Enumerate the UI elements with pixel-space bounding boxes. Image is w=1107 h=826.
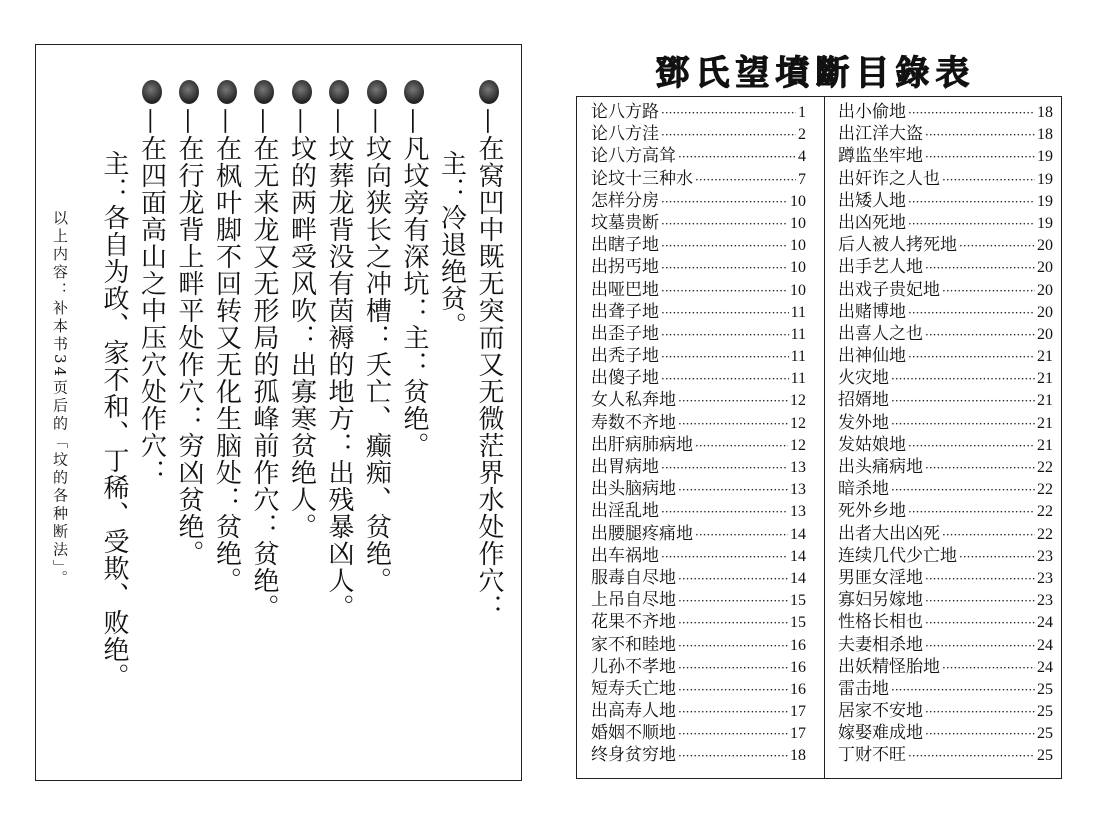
toc-entry-title: 寿数不齐地 <box>591 412 676 433</box>
toc-entry <box>838 634 1053 656</box>
toc-entry-title: 短寿夭亡地 <box>591 678 676 699</box>
side-note: 以上内容：补本书34页后的「坟的各种断法」。 <box>51 210 69 588</box>
toc-entry-page: 12 <box>790 392 806 410</box>
toc-entry-page: 10 <box>790 259 806 277</box>
toc-entry <box>838 434 1053 456</box>
toc-entry-title: 坟墓贵断 <box>591 212 659 233</box>
bullet-dot-icon <box>329 80 349 104</box>
toc-entry <box>591 301 806 323</box>
toc-entry <box>838 412 1053 434</box>
toc-entry <box>591 168 806 190</box>
toc-entry-page: 21 <box>1037 414 1053 432</box>
toc-entry <box>591 722 806 744</box>
toc-entry-page: 16 <box>790 680 806 698</box>
toc-entry-title: 出矮人地 <box>838 190 906 211</box>
toc-leader-dots <box>678 479 788 501</box>
toc-leader-dots <box>695 524 788 546</box>
text-column <box>360 80 394 594</box>
toc-entry-page: 25 <box>1037 725 1053 743</box>
toc-leader-dots <box>908 102 1035 124</box>
toc-entry <box>838 478 1053 500</box>
column-text: —凡坟旁有深坑：主：贫绝。 <box>399 108 429 459</box>
toc-entry <box>838 611 1053 633</box>
toc-leader-dots <box>661 457 788 479</box>
toc-entry-title: 出拐丐地 <box>591 257 659 278</box>
toc-entry <box>591 744 806 766</box>
column-text: —坟葬龙背没有茵褥的地方：出残暴凶人。 <box>324 108 354 621</box>
toc-entry <box>591 700 806 722</box>
toc-leader-dots <box>661 302 789 324</box>
toc-leader-dots <box>661 546 788 568</box>
toc-leader-dots <box>661 501 788 523</box>
toc-entry <box>838 656 1053 678</box>
toc-entry-page: 12 <box>790 414 806 432</box>
toc-entry-page: 22 <box>1037 503 1053 521</box>
toc-entry-title: 发外地 <box>838 412 889 433</box>
toc-leader-dots <box>678 701 788 723</box>
toc-entry-title: 后人被人拷死地 <box>838 235 957 256</box>
toc-entry <box>591 389 806 411</box>
toc-entry-page: 24 <box>1037 658 1053 676</box>
toc-entry-title: 出江洋大盗 <box>838 124 923 145</box>
toc-entry-page: 21 <box>1037 392 1053 410</box>
toc-entry-title: 蹲监坐牢地 <box>838 146 923 167</box>
column-text: —在无来龙又无形局的孤峰前作穴：贫绝。 <box>249 108 279 621</box>
toc-entry <box>591 523 806 545</box>
toc-entry-page: 21 <box>1037 370 1053 388</box>
toc-leader-dots <box>678 612 788 634</box>
toc-entry-page: 10 <box>790 214 806 232</box>
text-column <box>97 150 131 690</box>
toc-leader-dots <box>959 235 1035 257</box>
toc-entry-title: 夫妻相杀地 <box>838 634 923 655</box>
column-text: —在窝凹中既无突而又无微茫界水处作穴： <box>474 108 504 621</box>
toc-left-column <box>591 101 806 767</box>
bullet-dot-icon <box>217 80 237 104</box>
toc-entry-page: 20 <box>1037 325 1053 343</box>
toc-entry <box>838 545 1053 567</box>
toc-entry <box>591 145 806 167</box>
text-column <box>435 150 469 339</box>
bullet-dot-icon <box>367 80 387 104</box>
toc-entry <box>838 301 1053 323</box>
toc-entry-title: 嫁娶难成地 <box>838 723 923 744</box>
toc-entry <box>838 500 1053 522</box>
toc-leader-dots <box>678 390 788 412</box>
toc-entry-page: 10 <box>790 237 806 255</box>
toc-entry <box>591 345 806 367</box>
toc-leader-dots <box>678 413 788 435</box>
toc-entry-page: 19 <box>1037 214 1053 232</box>
toc-entry <box>591 589 806 611</box>
toc-entry <box>591 656 806 678</box>
column-text: —坟的两畔受风吹：出寡寒贫绝人。 <box>286 108 317 540</box>
toc-entry-title: 男匪女淫地 <box>838 567 923 588</box>
toc-leader-dots <box>925 590 1035 612</box>
toc-leader-dots <box>925 568 1035 590</box>
toc-leader-dots <box>891 368 1035 390</box>
toc-entry-page: 22 <box>1037 459 1053 476</box>
bullet-dot-icon <box>479 80 499 104</box>
toc-leader-dots <box>661 368 789 390</box>
toc-leader-dots <box>908 302 1035 324</box>
toc-entry-title: 出赌博地 <box>838 301 906 322</box>
toc-entry-page: 19 <box>1037 192 1053 210</box>
toc-entry-page: 4 <box>798 148 806 166</box>
toc-entry-title: 出车祸地 <box>591 545 659 566</box>
text-column <box>472 80 506 621</box>
toc-leader-dots <box>925 146 1035 168</box>
toc-right-column <box>838 101 1053 767</box>
toc-leader-dots <box>908 745 1035 767</box>
toc-entry-page: 20 <box>1037 259 1053 277</box>
toc-entry-title: 怎样分房 <box>591 190 659 211</box>
toc-leader-dots <box>908 346 1035 368</box>
toc-entry-page: 23 <box>1037 547 1053 565</box>
toc-entry <box>591 123 806 145</box>
toc-entry <box>838 145 1053 167</box>
toc-entry <box>591 678 806 700</box>
toc-leader-dots <box>925 701 1035 723</box>
toc-leader-dots <box>661 191 788 213</box>
toc-entry-page: 20 <box>1037 303 1053 321</box>
toc-entry-page: 19 <box>1037 148 1053 166</box>
toc-entry-title: 出奸诈之人也 <box>838 168 940 189</box>
toc-entry-title: 上吊自尽地 <box>591 590 676 611</box>
toc-leader-dots <box>925 457 1035 479</box>
toc-entry-page: 22 <box>1037 481 1053 499</box>
toc-leader-dots <box>942 169 1035 191</box>
bullet-dot-icon <box>142 80 162 104</box>
toc-entry <box>838 190 1053 212</box>
toc-entry-page: 23 <box>1037 592 1053 610</box>
bullet-dot-icon <box>179 80 199 104</box>
toc-entry-page: 16 <box>790 658 806 676</box>
toc-leader-dots <box>661 102 796 124</box>
toc-entry-page: 14 <box>790 525 806 543</box>
toc-entry <box>591 545 806 567</box>
toc-entry-page: 13 <box>790 503 806 521</box>
toc-entry-title: 出哑巴地 <box>591 279 659 300</box>
toc-entry <box>591 256 806 278</box>
toc-entry <box>838 212 1053 234</box>
toc-entry-page: 12 <box>790 436 806 454</box>
toc-entry <box>591 500 806 522</box>
toc-leader-dots <box>908 501 1035 523</box>
toc-entry-page: 11 <box>790 303 806 321</box>
toc-entry-page: 11 <box>790 370 806 388</box>
toc-entry-title: 出秃子地 <box>591 346 659 367</box>
toc-leader-dots <box>678 568 788 590</box>
bullet-dot-icon <box>404 80 424 104</box>
toc-entry-page: 17 <box>790 703 806 721</box>
toc-entry <box>838 456 1053 478</box>
column-text: 主：各自为政、家不和、丁稀、受欺、败绝。 <box>99 150 129 690</box>
toc-entry-page: 18 <box>790 747 806 765</box>
toc-entry-title: 火灾地 <box>838 368 889 389</box>
toc-entry-title: 招婿地 <box>838 390 889 411</box>
text-column <box>397 80 431 459</box>
toc-entry <box>591 434 806 456</box>
toc-entry <box>838 323 1053 345</box>
toc-entry-title: 出喜人之也 <box>838 323 923 344</box>
toc-entry-title: 出小偷地 <box>838 102 906 122</box>
toc-entry <box>591 611 806 633</box>
toc-entry-title: 论八方洼 <box>591 124 659 145</box>
toc-entry <box>591 634 806 656</box>
toc-entry-page: 20 <box>1037 281 1053 299</box>
toc-entry <box>591 367 806 389</box>
toc-leader-dots <box>942 657 1035 679</box>
toc-entry-title: 死外乡地 <box>838 501 906 522</box>
toc-entry <box>838 101 1053 123</box>
toc-entry <box>838 722 1053 744</box>
toc-entry-title: 出歪子地 <box>591 323 659 344</box>
toc-entry-page: 2 <box>798 126 806 144</box>
toc-entry-title: 终身贫穷地 <box>591 745 676 766</box>
toc-leader-dots <box>942 524 1035 546</box>
toc-entry <box>838 168 1053 190</box>
toc-entry-title: 出腰腿疼痛地 <box>591 523 693 544</box>
toc-entry-title: 出凶死地 <box>838 212 906 233</box>
toc-leader-dots <box>891 390 1035 412</box>
toc-leader-dots <box>891 413 1035 435</box>
toc-entry <box>838 589 1053 611</box>
toc-leader-dots <box>908 213 1035 235</box>
toc-entry-page: 14 <box>790 547 806 565</box>
bullet-dot-icon <box>254 80 274 104</box>
toc-entry-title: 出头脑病地 <box>591 479 676 500</box>
text-column <box>135 80 169 486</box>
toc-entry <box>591 456 806 478</box>
toc-entry <box>838 256 1053 278</box>
toc-leader-dots <box>959 546 1035 568</box>
toc-leader-dots <box>661 124 796 146</box>
toc-leader-dots <box>695 169 796 191</box>
toc-entry-title: 雷击地 <box>838 678 889 699</box>
toc-leader-dots <box>678 635 788 657</box>
toc-entry-title: 寡妇另嫁地 <box>838 590 923 611</box>
toc-entry-page: 21 <box>1037 348 1053 366</box>
toc-leader-dots <box>661 257 788 279</box>
toc-entry-page: 24 <box>1037 614 1053 632</box>
text-column <box>247 80 281 621</box>
toc-entry <box>838 345 1053 367</box>
toc-entry-title: 出肝病肺病地 <box>591 434 693 455</box>
toc-entry-page: 1 <box>798 104 806 121</box>
text-column <box>172 80 206 567</box>
toc-entry <box>591 323 806 345</box>
toc-entry <box>591 234 806 256</box>
toc-leader-dots <box>678 657 788 679</box>
toc-entry-title: 出神仙地 <box>838 346 906 367</box>
toc-leader-dots <box>925 324 1035 346</box>
toc-table <box>576 96 1062 779</box>
toc-entry-title: 论八方路 <box>591 102 659 122</box>
toc-entry-page: 25 <box>1037 703 1053 721</box>
toc-entry <box>591 478 806 500</box>
bullet-dot-icon <box>292 80 312 104</box>
column-text: —在枫叶脚不回转又无化生脑处：贫绝。 <box>211 108 242 594</box>
toc-entry <box>838 234 1053 256</box>
toc-leader-dots <box>661 324 789 346</box>
toc-entry-title: 出瞎子地 <box>591 235 659 256</box>
toc-leader-dots <box>678 723 788 745</box>
toc-entry-title: 论坟十三种水 <box>591 168 693 189</box>
toc-entry-page: 15 <box>790 592 806 610</box>
text-column <box>322 80 356 621</box>
toc-entry <box>838 389 1053 411</box>
text-column <box>285 80 319 540</box>
toc-entry-title: 花果不齐地 <box>591 612 676 633</box>
toc-entry-title: 性格长相也 <box>838 612 923 633</box>
toc-entry-title: 出傻子地 <box>591 368 659 389</box>
column-text: 主：冷退绝贫。 <box>436 150 467 339</box>
toc-entry-page: 25 <box>1037 680 1053 698</box>
toc-leader-dots <box>661 280 788 302</box>
toc-entry <box>591 212 806 234</box>
toc-entry-page: 16 <box>790 636 806 654</box>
toc-entry-title: 儿孙不孝地 <box>591 656 676 677</box>
toc-entry-title: 丁财不旺 <box>838 745 906 766</box>
toc-entry-title: 暗杀地 <box>838 479 889 500</box>
toc-entry-title: 服毒自尽地 <box>591 567 676 588</box>
toc-leader-dots <box>891 679 1035 701</box>
toc-leader-dots <box>925 723 1035 745</box>
toc-leader-dots <box>678 146 796 168</box>
toc-entry-page: 21 <box>1037 436 1053 454</box>
toc-entry <box>838 367 1053 389</box>
toc-leader-dots <box>678 590 788 612</box>
toc-entry-page: 15 <box>790 614 806 632</box>
toc-entry-title: 论八方高耸 <box>591 146 676 167</box>
toc-leader-dots <box>695 435 788 457</box>
toc-entry <box>591 567 806 589</box>
text-column <box>210 80 244 594</box>
toc-entry-title: 出妖精怪胎地 <box>838 656 940 677</box>
toc-entry <box>838 279 1053 301</box>
toc-entry-title: 出淫乱地 <box>591 501 659 522</box>
toc-entry-page: 7 <box>798 170 806 188</box>
toc-entry-page: 18 <box>1037 126 1053 144</box>
toc-leader-dots <box>678 679 788 701</box>
toc-entry-page: 11 <box>790 348 806 366</box>
toc-entry-page: 17 <box>790 725 806 743</box>
column-text: —在行龙背上畔平处作穴：穷凶贫绝。 <box>174 108 204 567</box>
toc-entry-page: 23 <box>1037 569 1053 587</box>
toc-entry-page: 19 <box>1037 170 1053 188</box>
toc-leader-dots <box>925 257 1035 279</box>
toc-entry-title: 婚姻不顺地 <box>591 723 676 744</box>
toc-leader-dots <box>925 635 1035 657</box>
toc-entry <box>591 190 806 212</box>
toc-entry <box>838 678 1053 700</box>
toc-leader-dots <box>678 745 788 767</box>
toc-leader-dots <box>891 479 1035 501</box>
toc-leader-dots <box>925 612 1035 634</box>
toc-entry-page: 20 <box>1037 237 1053 255</box>
toc-entry <box>591 279 806 301</box>
toc-leader-dots <box>661 213 788 235</box>
toc-entry <box>838 700 1053 722</box>
toc-entry-title: 发姑娘地 <box>838 434 906 455</box>
toc-entry-page: 10 <box>790 281 806 299</box>
toc-entry-title: 居家不安地 <box>838 701 923 722</box>
toc-entry <box>591 101 806 123</box>
toc-entry-page: 10 <box>790 192 806 210</box>
toc-entry-page: 14 <box>790 569 806 587</box>
toc-entry-title: 出高寿人地 <box>591 701 676 722</box>
toc-leader-dots <box>661 235 788 257</box>
toc-entry-title: 女人私奔地 <box>591 390 676 411</box>
toc-entry-title: 出聋子地 <box>591 301 659 322</box>
toc-entry-page: 22 <box>1037 525 1053 543</box>
toc-entry-page: 25 <box>1037 747 1053 765</box>
toc-entry-title: 家不和睦地 <box>591 634 676 655</box>
toc-entry-title: 连续几代少亡地 <box>838 545 957 566</box>
toc-leader-dots <box>908 435 1035 457</box>
toc-entry-title: 出者大出凶死 <box>838 523 940 544</box>
toc-entry <box>838 523 1053 545</box>
toc-entry <box>591 412 806 434</box>
toc-leader-dots <box>942 280 1035 302</box>
column-text: —坟向狭长之冲槽：夭亡、癫痴、贫绝。 <box>361 108 392 594</box>
toc-title: 鄧氏望墳斷目錄表 <box>655 53 975 93</box>
toc-leader-dots <box>925 124 1035 146</box>
toc-column-divider <box>824 97 825 778</box>
column-text: —在四面高山之中压穴处作穴： <box>136 108 167 486</box>
toc-entry <box>838 123 1053 145</box>
toc-entry-page: 24 <box>1037 636 1053 654</box>
toc-entry <box>838 567 1053 589</box>
toc-leader-dots <box>908 191 1035 213</box>
toc-entry-page: 13 <box>790 459 806 476</box>
toc-entry-title: 出手艺人地 <box>838 257 923 278</box>
toc-entry-title: 出头痛病地 <box>838 457 923 477</box>
toc-leader-dots <box>661 346 789 368</box>
toc-entry-title: 出胃病地 <box>591 457 659 477</box>
toc-entry-page: 18 <box>1037 104 1053 121</box>
toc-entry <box>838 744 1053 766</box>
toc-entry-page: 13 <box>790 481 806 499</box>
toc-entry-title: 出戏子贵妃地 <box>838 279 940 300</box>
toc-entry-page: 11 <box>790 325 806 343</box>
